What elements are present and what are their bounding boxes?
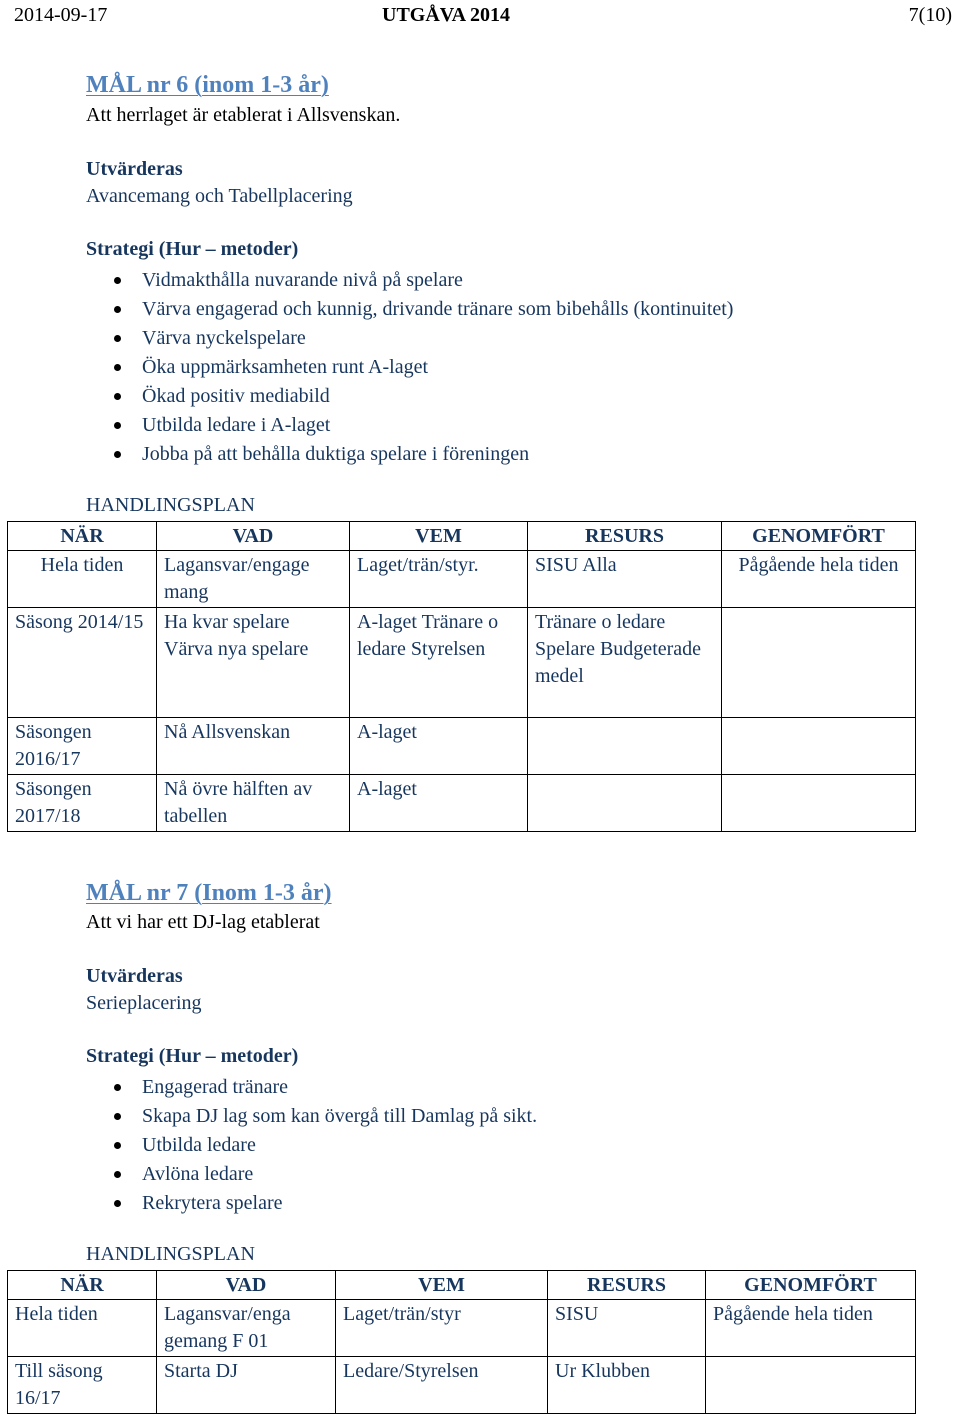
table-header-row — [8, 522, 916, 551]
goal7-title: MÅL nr 7 (Inom 1-3 år) — [86, 880, 332, 906]
goal6-eval-text: Avancemang och Tabellplacering — [86, 185, 353, 207]
goal7-action-plan-table — [7, 1270, 916, 1414]
table-cell: Tränare o ledare Spelare Budgeterade medel — [528, 608, 722, 718]
list-item: Engagerad tränare — [112, 1073, 537, 1102]
list-item: Utbilda ledare i A-laget — [112, 411, 733, 440]
goal7-eval-text: Serieplacering — [86, 992, 202, 1014]
list-item: Öka uppmärksamheten runt A-laget — [112, 353, 733, 382]
table-cell — [528, 775, 722, 832]
table-row — [8, 551, 916, 608]
table-row — [8, 1357, 916, 1414]
list-item: Vidmakthålla nuvarande nivå på spelare — [112, 266, 733, 295]
goal6-title: MÅL nr 6 (inom 1-3 år) — [86, 72, 329, 98]
goal6-action-plan-table — [7, 521, 916, 832]
table-cell: Ur Klubben — [548, 1357, 706, 1414]
table-cell: Hela tiden — [8, 551, 157, 608]
table-cell: A-laget Tränare o ledare Styrelsen — [350, 608, 528, 718]
table-cell: Säsongen 2016/17 — [8, 718, 157, 775]
goal7-strategy-heading: Strategi (Hur – metoder) — [86, 1045, 299, 1067]
table-cell: Laget/trän/styr. — [350, 551, 528, 608]
table-row — [8, 718, 916, 775]
goal7-plan-heading: HANDLINGSPLAN — [86, 1243, 255, 1265]
header-edition: UTGÅVA 2014 — [382, 4, 510, 26]
goal7-strategy-list — [112, 1073, 537, 1218]
column-header: RESURS — [528, 522, 722, 551]
list-item: Rekrytera spelare — [112, 1189, 537, 1218]
goal6-strategy-heading: Strategi (Hur – metoder) — [86, 238, 299, 260]
table-cell: Ledare/Styrelsen — [336, 1357, 548, 1414]
table-cell: Säsong 2014/15 — [8, 608, 157, 718]
list-item: Utbilda ledare — [112, 1131, 537, 1160]
table-cell: Hela tiden — [8, 1300, 157, 1357]
table-cell: Ha kvar spelare Värva nya spelare — [157, 608, 350, 718]
table-row — [8, 775, 916, 832]
column-header: GENOMFÖRT — [722, 522, 916, 551]
list-item: Skapa DJ lag som kan övergå till Damlag på sikt. — [112, 1102, 537, 1131]
table-cell — [722, 718, 916, 775]
table-cell: A-laget — [350, 718, 528, 775]
column-header: VAD — [157, 522, 350, 551]
list-item: Jobba på att behålla duktiga spelare i föreningen — [112, 440, 733, 469]
column-header: VEM — [350, 522, 528, 551]
list-item: Värva nyckelspelare — [112, 324, 733, 353]
column-header: RESURS — [548, 1271, 706, 1300]
goal6-strategy-list — [112, 266, 733, 469]
column-header: VAD — [157, 1271, 336, 1300]
column-header: NÄR — [8, 1271, 157, 1300]
table-cell — [528, 718, 722, 775]
table-cell — [722, 775, 916, 832]
goal6-subtitle: Att herrlaget är etablerat i Allsvenskan. — [86, 104, 401, 126]
goal7-eval-heading: Utvärderas — [86, 965, 183, 987]
header-date: 2014-09-17 — [14, 4, 108, 26]
table-cell: Nå övre hälften av tabellen — [157, 775, 350, 832]
table-cell: Pågående hela tiden — [706, 1300, 916, 1357]
table-cell: Lagansvar/enga gemang F 01 — [157, 1300, 336, 1357]
list-item: Värva engagerad och kunnig, drivande tränare som bibehålls (kontinuitet) — [112, 295, 733, 324]
table-cell: Pågående hela tiden — [722, 551, 916, 608]
list-item: Avlöna ledare — [112, 1160, 537, 1189]
table-row — [8, 1300, 916, 1357]
table-header-row — [8, 1271, 916, 1300]
goal6-plan-heading: HANDLINGSPLAN — [86, 494, 255, 516]
table-cell: Laget/trän/styr — [336, 1300, 548, 1357]
table-cell: SISU — [548, 1300, 706, 1357]
table-cell: Lagansvar/engage mang — [157, 551, 350, 608]
goal6-eval-heading: Utvärderas — [86, 158, 183, 180]
table-row — [8, 608, 916, 718]
header-page-number: 7(10) — [908, 4, 952, 26]
table-cell — [706, 1357, 916, 1414]
table-cell: Starta DJ — [157, 1357, 336, 1414]
table-cell — [722, 608, 916, 718]
goal7-subtitle: Att vi har ett DJ-lag etablerat — [86, 911, 320, 933]
table-cell: Till säsong 16/17 — [8, 1357, 157, 1414]
table-cell: A-laget — [350, 775, 528, 832]
table-cell: Nå Allsvenskan — [157, 718, 350, 775]
column-header: VEM — [336, 1271, 548, 1300]
column-header: NÄR — [8, 522, 157, 551]
table-cell: SISU Alla — [528, 551, 722, 608]
list-item: Ökad positiv mediabild — [112, 382, 733, 411]
table-cell: Säsongen 2017/18 — [8, 775, 157, 832]
column-header: GENOMFÖRT — [706, 1271, 916, 1300]
